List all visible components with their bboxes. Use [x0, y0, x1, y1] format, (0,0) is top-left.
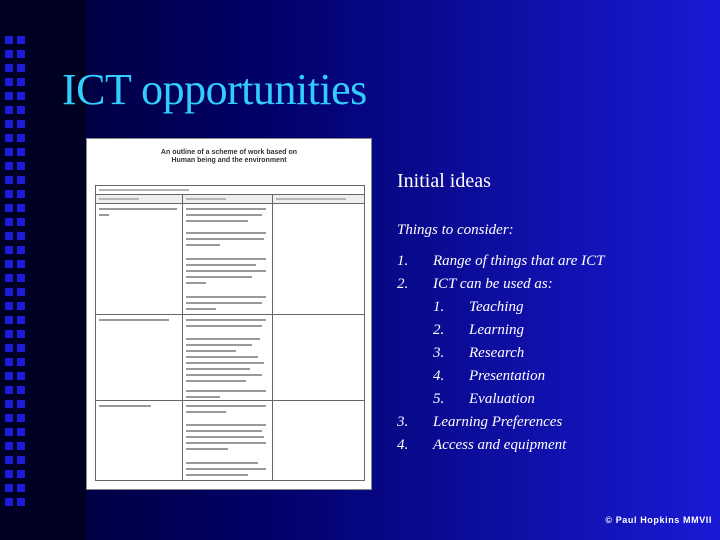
- sublist-item: Evaluation: [469, 391, 535, 407]
- sublist-item: Presentation: [469, 368, 546, 384]
- list-item: Access and equipment: [433, 437, 567, 453]
- list-number: 4.: [397, 437, 409, 453]
- document-table: [95, 185, 365, 481]
- sublist-number: 4.: [433, 368, 445, 384]
- copyright-footer: © Paul Hopkins MMVII: [605, 515, 712, 525]
- section-heading: Initial ideas: [397, 170, 491, 192]
- sublist-number: 1.: [433, 299, 445, 315]
- sublist-item: Research: [469, 345, 525, 361]
- slide-title: ICT opportunities: [62, 65, 367, 114]
- sublist-number: 5.: [433, 391, 445, 407]
- sublist-item: Learning: [469, 322, 525, 338]
- list-number: 2.: [397, 276, 409, 292]
- list-item: ICT can be used as:: [433, 276, 553, 292]
- sublist-item: Teaching: [469, 299, 524, 315]
- square-pattern-decoration: [3, 36, 29, 506]
- list-item: Learning Preferences: [433, 414, 563, 430]
- subheading: Things to consider:: [397, 222, 514, 238]
- list-number: 3.: [397, 414, 409, 430]
- sublist-number: 2.: [433, 322, 445, 338]
- list-item: Range of things that are ICT: [433, 253, 605, 269]
- scheme-of-work-document-image: [86, 138, 372, 490]
- list-number: 1.: [397, 253, 409, 269]
- sublist-number: 3.: [433, 345, 445, 361]
- document-title: An outline of a scheme of work based on Human being and the environment: [160, 149, 298, 164]
